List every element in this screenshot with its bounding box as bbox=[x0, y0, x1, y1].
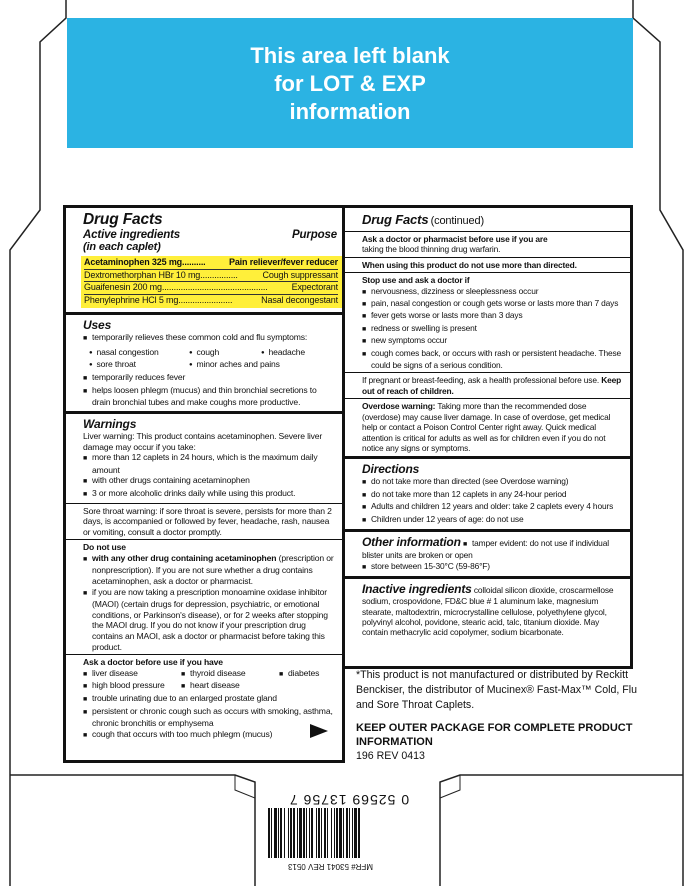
barcode-bar bbox=[290, 808, 292, 858]
inactive-text: colloidal silicon dioxide, croscarmellose sodium, crospovidone, FD&C blue # 1 aluminum lake, magnesium stearate, maltodextrin, microcrystalline cellulose, polyethylene glycol, polyvinyl alcohol, povidone, stearic acid, talc, titanium dioxide. May contain methacrylic acid copolymer, sodium bicarbonate. bbox=[362, 585, 614, 638]
footnote bbox=[356, 668, 646, 764]
ask-pharmacist-heading: Ask a doctor or pharmacist before use if you are bbox=[362, 234, 548, 244]
drug-facts-left-panel bbox=[63, 205, 345, 763]
other-info-section bbox=[345, 532, 630, 579]
condition-item: ■ liver disease bbox=[83, 668, 181, 681]
ingredient-table bbox=[81, 256, 342, 308]
barcode-bar bbox=[278, 808, 279, 858]
dnu-item: ■ with any other drug containing acetaminophen (prescription or nonprescription). If you are not sure whether a drug contains acetaminophen, ask a doctor or pharmacist. bbox=[83, 553, 337, 587]
warnings-heading: Warnings bbox=[83, 416, 137, 431]
barcode-bar bbox=[309, 808, 310, 858]
overdose-warning: Overdose warning: Taking more than the recommended dose (overdose) may cause liver damage. In case of overdose, get medical help or contact a Poison Control Center right away. Quick medical attention is critical for adults as well as for children even if you do not notice any signs or symptoms. bbox=[362, 401, 611, 453]
other-item: ■ tamper evident: do not use if individual blister units are broken or open bbox=[362, 538, 609, 560]
barcode-bar bbox=[324, 808, 326, 858]
barcode-bar bbox=[352, 808, 353, 858]
continue-arrow-icon bbox=[310, 724, 328, 738]
barcode-bar bbox=[316, 808, 317, 858]
barcode-digits: 0 52569 13756 7 bbox=[288, 792, 410, 808]
barcode-bar bbox=[343, 808, 344, 858]
barcode-bar bbox=[327, 808, 328, 858]
active-heading-row bbox=[83, 229, 337, 241]
inactive-ingredients-section bbox=[345, 579, 630, 641]
barcode-bar bbox=[311, 808, 313, 858]
other-item: ■ store between 15-30°C (59-86°F) bbox=[362, 561, 624, 573]
barcode-bar bbox=[280, 808, 282, 858]
barcode-bar bbox=[288, 808, 289, 858]
liver-item: ■ with other drugs containing acetaminophen bbox=[83, 475, 337, 488]
directions-heading: Directions bbox=[362, 462, 420, 477]
symptom-item: ● minor aches and pains bbox=[189, 359, 341, 371]
ingredient-row: Guaifenesin 200 mg............................................. Expectorant bbox=[84, 282, 338, 293]
other-info-heading: Other information bbox=[362, 534, 461, 549]
active-ingredients-heading: Active ingredients bbox=[83, 229, 180, 241]
barcode-bar bbox=[334, 808, 335, 858]
use-item: ■ temporarily reduces fever bbox=[83, 372, 337, 385]
barcode-bar bbox=[354, 808, 357, 858]
barcode-bar bbox=[306, 808, 307, 858]
warnings-section bbox=[66, 414, 342, 746]
direction-item: ■ do not take more than 12 caplets in any 24-hour period bbox=[362, 489, 624, 501]
direction-item: ■ Adults and children 12 years and older: take 2 caplets every 4 hours bbox=[362, 501, 624, 513]
ingredient-row: Dextromethorphan HBr 10 mg................ Cough suppressant bbox=[84, 269, 338, 280]
barcode-bar bbox=[268, 808, 270, 858]
uses-section bbox=[66, 315, 342, 414]
barcode-bar bbox=[346, 808, 348, 858]
barcode-bar bbox=[271, 808, 272, 858]
barcode-bar bbox=[339, 808, 342, 858]
liver-item: ■ 3 or more alcoholic drinks daily while using this product. bbox=[83, 488, 337, 501]
active-ingredients-section bbox=[66, 208, 342, 315]
barcode-bar bbox=[358, 808, 360, 858]
blank-line-3: information bbox=[289, 99, 411, 124]
symptom-item: ● headache bbox=[261, 347, 341, 359]
footnote-text: *This product is not manufactured or distributed by Reckitt Benckiser, the distributor of Mucinex® Fast-Max™ Cold, Flu and Sore Throat Caplets. bbox=[356, 669, 637, 711]
barcode-bar bbox=[349, 808, 350, 858]
barcode-bar bbox=[274, 808, 277, 858]
use-item: ■ helps loosen phlegm (mucus) and thin bronchial secretions to drain bronchial tubes and make coughs more productive. bbox=[83, 385, 337, 408]
dnu-item: ■ if you are now taking a prescription monoamine oxidase inhibitor (MAOI) (certain drugs for depression, psychiatric, or emotional conditions, or Parkinson's disease), or for 2 weeks after stopping the MAOI drug. If you do not know if your prescription drug contains an MAOI, ask a doctor or pharmacist before taking this product. bbox=[83, 587, 337, 653]
pregnant-warning: If pregnant or breast-feeding, ask a health professional before use. Keep out of reach of children. bbox=[362, 375, 622, 396]
condition-item: ■ high blood pressure bbox=[83, 680, 181, 693]
keep-package-notice: KEEP OUTER PACKAGE FOR COMPLETE PRODUCT INFORMATION bbox=[356, 722, 633, 748]
direction-item: ■ do not take more than directed (see Overdose warning) bbox=[362, 476, 624, 488]
stop-item: ■ cough comes back, or occurs with rash or persistent headache. These could be signs of a serious condition. bbox=[362, 348, 624, 371]
stop-item: ■ redness or swelling is present bbox=[362, 323, 624, 335]
ask-item: ■ persistent or chronic cough such as occurs with smoking, asthma, chronic bronchitis or emphysema bbox=[83, 706, 337, 729]
conditions-grid bbox=[83, 668, 337, 693]
symptom-item: ● nasal congestion bbox=[89, 347, 189, 359]
drug-facts-continued-title: Drug Facts bbox=[362, 212, 429, 227]
purpose-heading: Purpose bbox=[292, 229, 337, 241]
condition-item: ■ diabetes bbox=[279, 668, 349, 681]
drug-facts-right-panel bbox=[345, 205, 633, 669]
inactive-heading: Inactive ingredients bbox=[362, 582, 472, 597]
barcode-bar bbox=[303, 808, 305, 858]
stop-item: ■ fever gets worse or lasts more than 3 days bbox=[362, 310, 624, 322]
liver-warning: Liver warning: This product contains acetaminophen. Severe liver damage may occur if you take: bbox=[83, 430, 323, 452]
active-sub-heading: (in each caplet) bbox=[83, 241, 161, 253]
barcode-bar bbox=[321, 808, 322, 858]
ingredient-row: Acetaminophen 325 mg.......... Pain reliever/fever reducer bbox=[84, 257, 338, 267]
barcode-bar bbox=[299, 808, 302, 858]
symptom-list bbox=[83, 347, 337, 370]
barcode-bar bbox=[331, 808, 332, 858]
stop-item: ■ nervousness, dizziness or sleeplessness occur bbox=[362, 286, 624, 298]
drug-facts-title: Drug Facts bbox=[83, 211, 163, 228]
liver-item: ■ more than 12 caplets in 24 hours, which is the maximum daily amount bbox=[83, 452, 337, 475]
blank-line-1: This area left blank bbox=[250, 43, 450, 68]
mfr-code: MFR# 53041 REV 0513 bbox=[288, 862, 373, 871]
ingredient-row: Phenylephrine HCl 5 mg....................... Nasal decongestant bbox=[84, 294, 338, 305]
ask-doctor-heading: Ask a doctor before use if you have bbox=[83, 657, 223, 668]
symptom-item: ● cough bbox=[189, 347, 261, 359]
condition-item: ■ thyroid disease bbox=[181, 668, 279, 681]
ask-item: ■ cough that occurs with too much phlegm (mucus) bbox=[83, 729, 337, 742]
direction-item: ■ Children under 12 years of age: do not use bbox=[362, 514, 624, 526]
barcode-bar bbox=[293, 808, 295, 858]
when-using-text: When using this product do not use more than directed. bbox=[362, 259, 577, 270]
barcode bbox=[258, 790, 443, 870]
symptom-item: ● sore throat bbox=[89, 359, 189, 371]
lot-exp-blank-area bbox=[67, 18, 633, 148]
sore-throat-warning: Sore throat warning: if sore throat is severe, persists for more than 2 days, is accompanied or followed by fever, headache, rash, nausea or vomiting, consult a doctor promptly. bbox=[83, 505, 332, 537]
blank-line-2: for LOT & EXP bbox=[274, 71, 426, 96]
barcode-bar bbox=[336, 808, 338, 858]
barcode-bar bbox=[318, 808, 320, 858]
directions-section bbox=[345, 459, 630, 532]
continued-label: (continued) bbox=[430, 215, 484, 227]
revision-code: 196 REV 0413 bbox=[356, 750, 425, 762]
stop-item: ■ pain, nasal congestion or cough gets worse or lasts more than 7 days bbox=[362, 298, 624, 310]
ask-pharmacist-text: taking the blood thinning drug warfarin. bbox=[362, 244, 501, 255]
stop-use-heading: Stop use and ask a doctor if bbox=[362, 275, 470, 286]
barcode-bar bbox=[297, 808, 298, 858]
continued-section bbox=[345, 208, 630, 459]
condition-item: ■ heart disease bbox=[181, 680, 279, 693]
stop-item: ■ new symptoms occur bbox=[362, 335, 624, 347]
do-not-use-heading: Do not use bbox=[83, 542, 126, 553]
barcode-bar bbox=[284, 808, 285, 858]
ask-item: ■ trouble urinating due to an enlarged prostate gland bbox=[83, 693, 337, 706]
uses-intro: ■ temporarily relieves these common cold and flu symptoms: bbox=[83, 332, 337, 345]
uses-heading: Uses bbox=[83, 318, 112, 333]
